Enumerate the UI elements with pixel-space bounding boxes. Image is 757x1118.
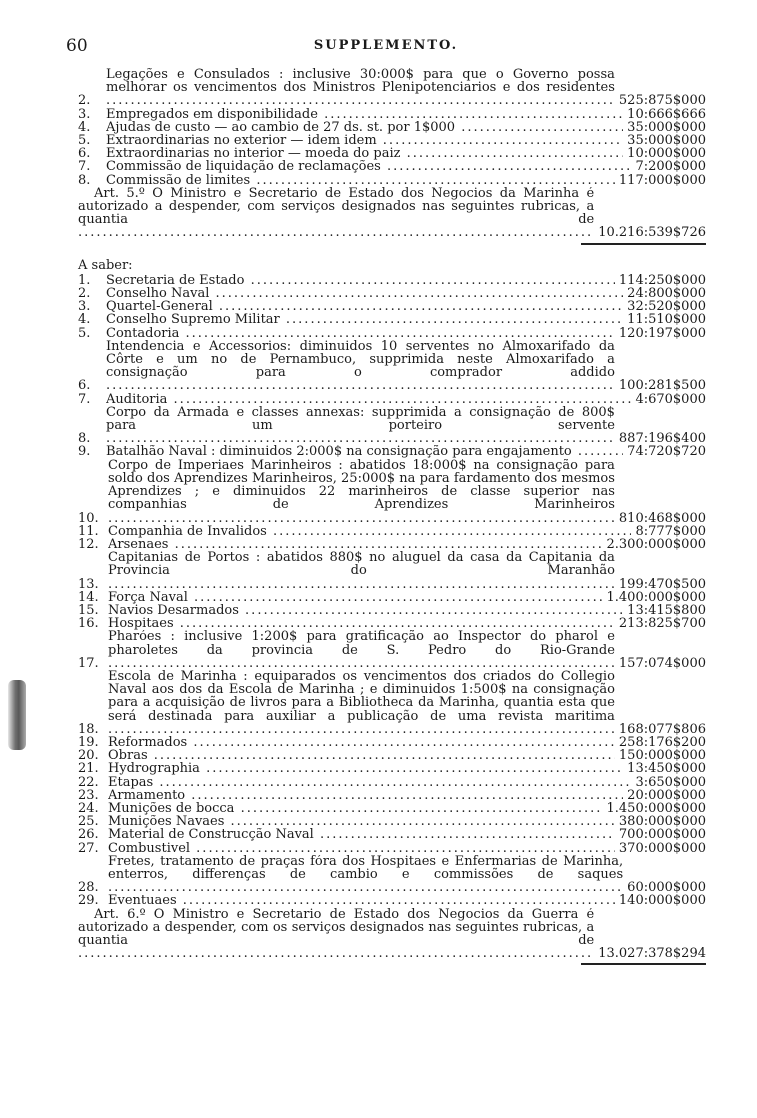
- line-text: Armamento .....: [108, 789, 623, 802]
- budget-line: [78, 591, 706, 604]
- line-number: 9.: [78, 444, 91, 460]
- line-amount: 13:450$000: [627, 761, 706, 777]
- budget-line: [78, 617, 706, 630]
- line-text: Munições de bocca .....: [108, 802, 603, 815]
- budget-line: [78, 134, 706, 147]
- line-amount: 24:800$000: [627, 286, 706, 302]
- line-number: 5.: [78, 133, 91, 149]
- line-amount: 140:000$000: [618, 893, 706, 909]
- line-text: Conselho Supremo Militar .....: [106, 313, 623, 326]
- line-amount: 1.400:000$000: [606, 589, 706, 605]
- line-amount: 199:470$500: [618, 576, 706, 592]
- line-amount: 74:720$720: [627, 444, 706, 460]
- article-6-total: 13.027:378$294: [598, 946, 706, 962]
- line-number: 12.: [78, 536, 99, 552]
- budget-line: [78, 147, 706, 160]
- line-amount: 213:825$700: [618, 616, 706, 632]
- total-rule: [581, 243, 706, 245]
- article-6: [78, 908, 706, 961]
- line-number: 10.: [78, 510, 99, 526]
- line-amount: 380:000$000: [618, 814, 706, 830]
- line-amount: 810:468$000: [618, 510, 706, 526]
- line-number: 28.: [78, 880, 99, 896]
- budget-line: [78, 749, 706, 762]
- total-rule: [581, 963, 706, 965]
- line-number: 6.: [78, 378, 91, 394]
- budget-line: [78, 855, 706, 895]
- line-number: 7.: [78, 159, 91, 175]
- line-text: Eventuaes .....: [108, 894, 615, 907]
- line-amount: 114:250$000: [618, 272, 706, 288]
- line-number: 3.: [78, 299, 91, 315]
- binding-mark: [8, 680, 26, 750]
- line-amount: 4:670$000: [635, 391, 706, 407]
- line-text: Quartel-General .....: [106, 300, 623, 313]
- line-amount: 3:650$000: [635, 774, 706, 790]
- budget-line: [78, 274, 706, 287]
- budget-line: [78, 525, 706, 538]
- line-number: 20.: [78, 748, 99, 764]
- page-title: SUPPLEMENTO.: [313, 38, 459, 53]
- line-amount: 60:000$000: [627, 880, 706, 896]
- budget-line: [78, 68, 706, 108]
- line-text: Reformados .....: [108, 736, 615, 749]
- budget-line: [78, 670, 706, 736]
- line-number: 1.: [78, 272, 91, 288]
- line-number: 18.: [78, 721, 99, 737]
- line-number: 22.: [78, 774, 99, 790]
- line-amount: 100:281$500: [618, 378, 706, 394]
- line-number: 4.: [78, 312, 91, 328]
- article-5: [78, 187, 706, 240]
- line-text: Etapas .....: [108, 776, 631, 789]
- line-number: 17.: [78, 655, 99, 671]
- line-number: 14.: [78, 589, 99, 605]
- line-text: Navios Desarmados .....: [108, 604, 623, 617]
- line-amount: 35:000$000: [627, 133, 706, 149]
- budget-line: [78, 815, 706, 828]
- line-amount: 11:510$000: [627, 312, 706, 328]
- budget-line: [78, 445, 706, 458]
- budget-line: [78, 340, 706, 393]
- budget-line: [78, 802, 706, 815]
- line-number: 3.: [78, 106, 91, 122]
- budget-line: [78, 287, 706, 300]
- line-text: Material de Construcção Naval .....: [108, 828, 615, 841]
- line-text: Extraordinarias no exterior — idem idem .....: [106, 134, 623, 147]
- budget-line: [78, 313, 706, 326]
- line-amount: 10:666$666: [627, 106, 706, 122]
- budget-line: [78, 551, 706, 591]
- budget-line: [78, 894, 706, 907]
- body-column: [78, 68, 706, 965]
- line-text: Arsenaes .....: [108, 538, 603, 551]
- line-text: Combustivel .....: [108, 842, 615, 855]
- line-amount: 13:415$800: [627, 602, 706, 618]
- line-text: Commissão de limites .....: [106, 174, 615, 187]
- line-text: Batalhão Naval : diminuidos 2:000$ na consignação para engajamento .....: [106, 445, 623, 458]
- line-amount: 7:200$000: [635, 159, 706, 175]
- budget-line: [78, 174, 706, 187]
- page-header: [66, 36, 706, 56]
- budget-line: [78, 300, 706, 313]
- budget-line: [78, 160, 706, 173]
- line-amount: 120:197$000: [618, 325, 706, 341]
- line-number: 15.: [78, 602, 99, 618]
- line-amount: 117:000$000: [618, 172, 706, 188]
- line-text: Obras .....: [108, 749, 615, 762]
- line-number: 24.: [78, 800, 99, 816]
- article-5-text: Art. 5.º O Ministro e Secretario de Estado dos Negocios da Marinha é autorizado a despender, com serviços designados nas seguintes rubricas, a quantia de .....: [78, 187, 594, 240]
- line-number: 11.: [78, 523, 99, 539]
- budget-line: [78, 842, 706, 855]
- line-amount: 8:777$000: [635, 523, 706, 539]
- budget-line: [78, 630, 706, 670]
- a-saber-label: A saber:: [78, 257, 133, 273]
- line-amount: 370:000$000: [618, 840, 706, 856]
- budget-line: [78, 108, 706, 121]
- line-amount: 32:520$000: [627, 299, 706, 315]
- budget-line: [78, 538, 706, 551]
- line-text: Hydrographia .....: [108, 762, 623, 775]
- line-amount: 20:000$000: [627, 787, 706, 803]
- line-amount: 887:196$400: [618, 431, 706, 447]
- budget-line: [78, 736, 706, 749]
- line-number: 8.: [78, 431, 91, 447]
- budget-line: [78, 604, 706, 617]
- article-6-text: Art. 6.º O Ministro e Secretario de Estado dos Negocios da Guerra é autorizado a despender, com os serviços designados nas seguintes rubricas, a quantia de .....: [78, 908, 594, 961]
- article-5-total: 10.216:539$726: [598, 225, 706, 241]
- line-number: 5.: [78, 325, 91, 341]
- budget-line: [78, 393, 706, 406]
- line-number: 26.: [78, 827, 99, 843]
- line-text: Auditoria .....: [106, 393, 631, 406]
- line-text: Contadoria .....: [106, 327, 615, 340]
- budget-line: [78, 762, 706, 775]
- line-text: Conselho Naval .....: [106, 287, 623, 300]
- line-text: Fretes, tratamento de praças fóra dos Hospitaes e Enfermarias de Marinha, enterros, differenças de cambio e commissões de saques .....: [108, 855, 623, 895]
- section-a-list: [78, 68, 706, 187]
- line-text: Força Naval .....: [108, 591, 603, 604]
- line-amount: 35:000$000: [627, 119, 706, 135]
- budget-line: [78, 121, 706, 134]
- line-amount: 157:074$000: [618, 655, 706, 671]
- page-number: 60: [66, 36, 88, 56]
- line-number: 13.: [78, 576, 99, 592]
- line-text: Empregados em disponibilidade .....: [106, 108, 623, 121]
- line-number: 6.: [78, 146, 91, 162]
- line-text: Escola de Marinha : equiparados os vencimentos dos criados do Collegio Naval aos dos da Escola de Marinha ; e diminuidos 1:500$ na consignação para a acquisição de livros para a Bibliotheca da Marinha, quantia esta que será destinada para auxiliar a publicação de uma revista maritima .....: [108, 670, 615, 736]
- line-amount: 525:875$000: [618, 93, 706, 109]
- line-amount: 700:000$000: [618, 827, 706, 843]
- line-amount: 1.450:000$000: [606, 800, 706, 816]
- line-text: Secretaria de Estado .....: [106, 274, 615, 287]
- line-number: 25.: [78, 814, 99, 830]
- line-number: 19.: [78, 734, 99, 750]
- budget-line: [78, 459, 706, 525]
- budget-line: [78, 789, 706, 802]
- line-text: Companhia de Invalidos .....: [108, 525, 631, 538]
- line-text: Corpo da Armada e classes annexas: supprimida a consignação de 800$ para um porteiro servente .....: [106, 406, 615, 446]
- line-text: Legações e Consulados : inclusive 30:000$ para que o Governo possa melhorar os vencimentos dos Ministros Plenipotenciarios e dos residentes .....: [106, 68, 615, 108]
- line-amount: 150:000$000: [618, 748, 706, 764]
- line-text: Munições Navaes .....: [108, 815, 615, 828]
- line-number: 8.: [78, 172, 91, 188]
- line-text: Intendencia e Accessorios: diminuidos 10 serventes no Almoxarifado da Côrte e um no de Pernambuco, supprimida neste Almoxarifado a consignação para o comprador addido .....: [106, 340, 615, 393]
- line-number: 7.: [78, 391, 91, 407]
- budget-line: [78, 776, 706, 789]
- line-text: Capitanias de Portos : abatidos 880$ no aluguel da casa da Capitania da Provincia do Maranhão .....: [108, 551, 615, 591]
- line-number: 29.: [78, 893, 99, 909]
- line-text: Extraordinarias no interior — moeda do paiz .....: [106, 147, 623, 160]
- budget-line: [78, 406, 706, 446]
- line-amount: 258:176$200: [618, 734, 706, 750]
- line-number: 2.: [78, 93, 91, 109]
- line-text: Pharóes : inclusive 1:200$ para gratificação ao Inspector do pharol e pharoletes da provincia de S. Pedro do Rio-Grande .....: [108, 630, 615, 670]
- line-number: 2.: [78, 286, 91, 302]
- budget-line: [78, 828, 706, 841]
- line-text: Ajudas de custo — ao cambio de 27 ds. st. por 1$000 .....: [106, 121, 623, 134]
- line-text: Corpo de Imperiaes Marinheiros : abatidos 18:000$ na consignação para soldo dos Aprendizes Marinheiros, 25:000$ na para fardamento dos mesmos Aprendizes ; e diminuidos 22 marinheiros de classe superior nas companhias de Aprendizes Marinheiros .....: [108, 459, 615, 525]
- line-number: 27.: [78, 840, 99, 856]
- line-number: 16.: [78, 616, 99, 632]
- line-number: 21.: [78, 761, 99, 777]
- line-number: 4.: [78, 119, 91, 135]
- line-amount: 2.300:000$000: [606, 536, 706, 552]
- line-number: 23.: [78, 787, 99, 803]
- line-amount: 10:000$000: [627, 146, 706, 162]
- line-text: Hospitaes .....: [108, 617, 615, 630]
- line-text: Commissão de liquidação de reclamações .....: [106, 160, 631, 173]
- line-amount: 168:077$806: [618, 721, 706, 737]
- budget-line: [78, 327, 706, 340]
- section-b-list: [78, 274, 706, 908]
